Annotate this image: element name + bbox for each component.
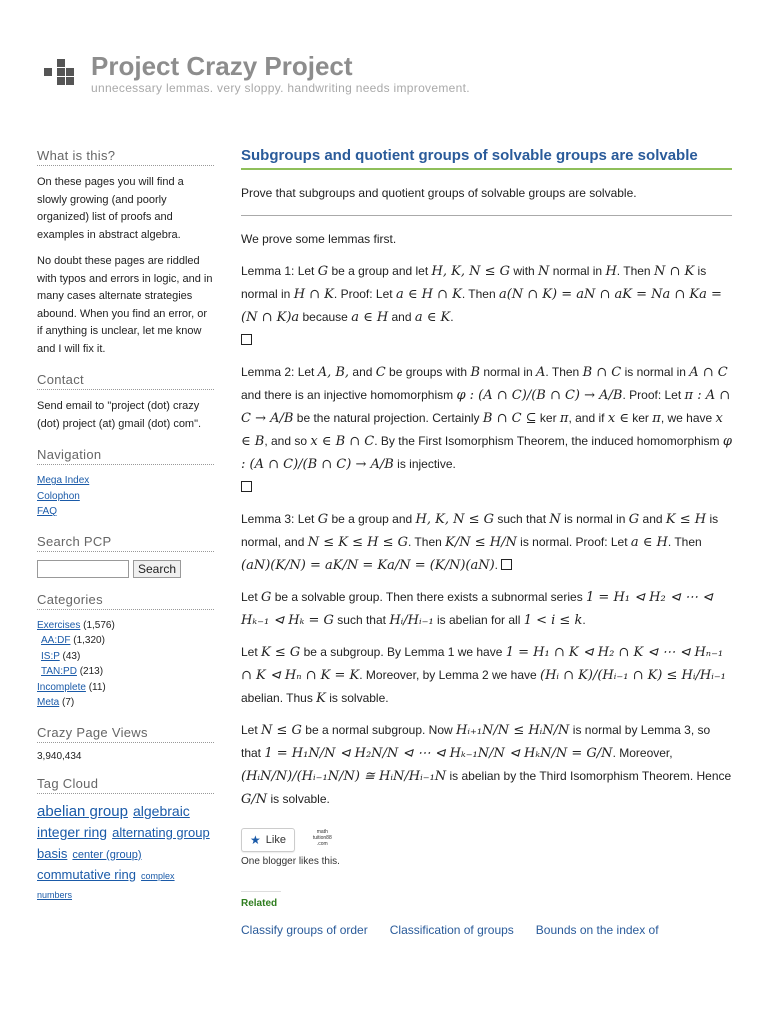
category-link-is-p[interactable]: IS:P bbox=[41, 650, 60, 662]
widget-title: Navigation bbox=[37, 447, 214, 465]
tag-link[interactable]: center (group) bbox=[72, 848, 142, 861]
search-button[interactable]: Search bbox=[133, 560, 181, 578]
site-title[interactable]: Project Crazy Project bbox=[91, 51, 353, 81]
related-post-link[interactable]: Bounds on the index of bbox=[535, 923, 659, 937]
quotient-paragraph: Let N ≤ G be a normal subgroup. Now Hᵢ₊₁N/N ≤ HᵢN/N is normal by Lemma 3, so that 1 = H₁N/N ⊲ H₂N/N ⊲ ⋯ ⊲ Hₖ₋₁N/N ⊲ HₖN/N = G/N. Moreover, (HᵢN/N)/(Hᵢ₋₁N/N) ≅ HᵢN/Hᵢ₋₁N is abelian by the Third Isomorphism Theorem. Hence G/N is solvable. bbox=[241, 723, 732, 807]
widget-navigation bbox=[37, 447, 214, 520]
category-item bbox=[37, 618, 214, 634]
related-posts bbox=[241, 919, 732, 942]
like-widget bbox=[241, 827, 732, 869]
star-icon: ★ bbox=[250, 832, 261, 847]
category-link-aa-df[interactable]: AA:DF bbox=[41, 635, 71, 646]
about-text: No doubt these pages are riddled with typos and errors in logic, and in many cases alternate strategies abound. When you find an error, or if anything is unclear, let me know and I will fix it. bbox=[37, 255, 213, 355]
subgroup-paragraph: Let K ≤ G be a subgroup. By Lemma 1 we have 1 = H₁ ∩ K ⊲ H₂ ∩ K ⊲ ⋯ ⊲ Hₙ₋₁ ∩ K ⊲ Hₙ ∩ K = K. Moreover, by Lemma 2 we have (Hᵢ ∩ K)/(Hᵢ₋₁ ∩ K) ≤ Hᵢ/Hᵢ₋₁ abelian. Thus K is solvable. bbox=[241, 645, 726, 706]
category-link-meta[interactable]: Meta bbox=[37, 697, 60, 708]
logo-icon[interactable] bbox=[44, 59, 78, 89]
category-item bbox=[37, 680, 214, 696]
tag-link[interactable]: alternating group bbox=[112, 824, 210, 840]
lemma-1: Lemma 1: Let G be a group and let H, K, N ≤ G with N normal in H. Then N ∩ K is normal in H ∩ K. Proof: Let a ∈ H ∩ K. Then a(N ∩ K) = aN ∩ aK = Na ∩ Ka = (N ∩ K)a because a ∈ H and a ∈ K. bbox=[241, 260, 732, 352]
category-link-exercises[interactable]: Exercises bbox=[37, 619, 81, 631]
tag-link[interactable]: basis bbox=[37, 845, 68, 861]
contact-text: Send email to "project (dot) crazy (dot) project (at) gmail (dot) com". bbox=[37, 400, 202, 430]
site-header bbox=[0, 0, 768, 120]
related-heading: Related bbox=[241, 898, 278, 909]
widget-title: Tag Cloud bbox=[37, 776, 214, 794]
likes-count-text: One blogger likes this. bbox=[241, 856, 340, 867]
widget-page-views bbox=[37, 725, 214, 762]
category-item bbox=[37, 664, 214, 680]
category-item bbox=[37, 633, 214, 649]
qed-icon bbox=[241, 481, 252, 492]
widget-title: Search PCP bbox=[37, 534, 214, 552]
category-item bbox=[37, 649, 214, 665]
nav-link-colophon[interactable]: Colophon bbox=[37, 490, 80, 502]
about-text: On these pages you will find a slowly growing (and poorly organized) list of proofs and examples in abstract algebra. bbox=[37, 176, 184, 241]
tag-link[interactable]: complex numbers bbox=[37, 870, 175, 900]
category-count: (43) bbox=[62, 650, 81, 662]
widget-title: What is this? bbox=[37, 148, 214, 166]
related-post-link[interactable]: Classification of groups bbox=[389, 923, 514, 937]
page-views-count: 3,940,434 bbox=[37, 750, 82, 762]
post-content bbox=[241, 146, 732, 942]
site-tagline: unnecessary lemmas. very sloppy. handwriting needs improvement. bbox=[91, 81, 470, 95]
widget-search bbox=[37, 534, 214, 578]
category-count: (11) bbox=[88, 681, 106, 693]
sidebar bbox=[37, 148, 214, 919]
widget-title: Categories bbox=[37, 592, 214, 610]
nav-link-mega-index[interactable]: Mega Index bbox=[37, 475, 90, 486]
widget-title: Contact bbox=[37, 372, 214, 390]
lemma-3: Lemma 3: Let G be a group and H, K, N ≤ G such that N is normal in G and K ≤ H is normal, and N ≤ K ≤ H ≤ G. Then K/N ≤ H/N is normal. Proof: Let a ∈ H. Then (aN)(K/N) = aK/N = Ka/N = (K/N)(aN). bbox=[241, 512, 719, 573]
widget-categories bbox=[37, 592, 214, 711]
divider bbox=[241, 891, 281, 892]
tag-link[interactable]: algebraic integer ring bbox=[37, 802, 190, 840]
solvable-paragraph: Let G be a solvable group. Then there exists a subnormal series 1 = H₁ ⊲ H₂ ⊲ ⋯ ⊲ Hₖ₋₁ ⊲ Hₖ = G such that Hᵢ/Hᵢ₋₁ is abelian for all 1 < i ≤ k. bbox=[241, 590, 713, 628]
qed-icon bbox=[241, 334, 252, 345]
post-intro: We prove some lemmas first. bbox=[241, 232, 397, 246]
widget-contact bbox=[37, 372, 214, 433]
widget-tag-cloud bbox=[37, 776, 214, 905]
qed-icon bbox=[501, 559, 512, 570]
lemma-2: Lemma 2: Let A, B, and C be groups with B normal in A. Then B ∩ C is normal in A ∩ C and there is an injective homomorphism φ : (A ∩ C)/(B ∩ C) → A/B. Proof: Let π : A ∩ C → A/B be the natural projection. Certainly B ∩ C ⊆ ker π, and if x ∈ ker π, we have x ∈ B, and so x ∈ B ∩ C. By the First Isomorphism Theorem, the induced homomorphism φ : (A ∩ C)/(B ∩ C) → A/B is injective. bbox=[241, 361, 732, 499]
category-count: (1,320) bbox=[73, 635, 105, 646]
avatar[interactable]: math tuition88 .com bbox=[312, 829, 332, 847]
widget-title: Crazy Page Views bbox=[37, 725, 214, 743]
search-input[interactable] bbox=[37, 560, 129, 578]
tag-link[interactable]: commutative ring bbox=[37, 866, 136, 882]
widget-about bbox=[37, 148, 214, 358]
post-title[interactable]: Subgroups and quotient groups of solvable groups are solvable bbox=[241, 146, 732, 170]
post-summary: Prove that subgroups and quotient groups of solvable groups are solvable. bbox=[241, 182, 732, 216]
category-link-incomplete[interactable]: Incomplete bbox=[37, 681, 86, 693]
nav-link-faq[interactable]: FAQ bbox=[37, 506, 58, 517]
category-item bbox=[37, 695, 214, 711]
category-count: (213) bbox=[79, 666, 104, 677]
category-count: (1,576) bbox=[83, 619, 115, 631]
tag-link[interactable]: abelian group bbox=[37, 802, 128, 820]
like-button[interactable]: ★ Like bbox=[241, 828, 295, 852]
category-count: (7) bbox=[62, 697, 75, 708]
category-link-tan-pd[interactable]: TAN:PD bbox=[41, 666, 77, 677]
related-post-link[interactable]: Classify groups of order bbox=[241, 923, 368, 937]
